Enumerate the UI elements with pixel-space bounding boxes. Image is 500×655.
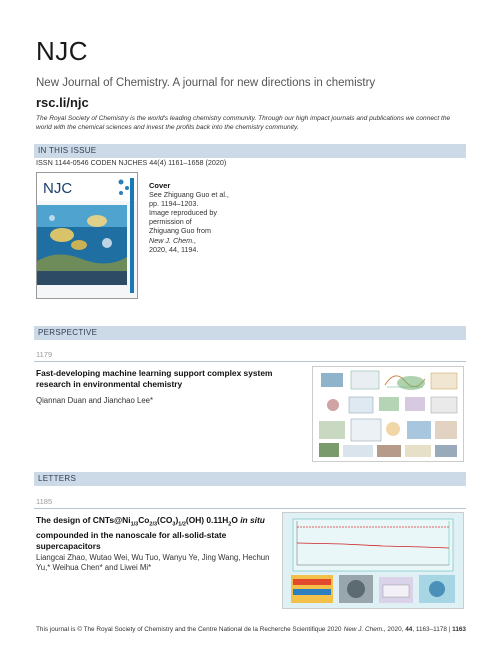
cover-heading: Cover [149,181,171,190]
article-title[interactable]: Fast-developing machine learning support complex system research in environmental chemistry [36,368,273,389]
cover-line-7: 2020, 44, 1194. [149,244,199,254]
article-authors: Qiannan Duan and Jianchao Lee* [36,396,154,405]
section-band-perspective [34,326,466,340]
issn-line: ISSN 1144-0546 CODEN NJCHES 44(4) 1161–1658 (2020) [36,158,227,167]
letters-graphical-abstract [282,512,464,609]
article-authors: Liangcai Zhao, Wutao Wei, Wu Tuo, Wanyu Ye, Jing Wang, Hechun Yu,* Weihua Chen* and Liwei Mi* [36,553,270,572]
journal-url[interactable]: rsc.li/njc [36,95,89,110]
society-blurb: The Royal Society of Chemistry is the world's leading chemistry community. Through our high impact journals and publications we connect the world with the chemical sciences and invest the profits back into the chemistry community. [36,115,451,131]
journal-title: NJC [36,36,89,66]
footer-copyright: This journal is © The Royal Society of Chemistry and the Centre National de la Recherche Scientifique 2020 [36,626,342,633]
cover-caption [149,181,259,254]
section-band-in-this-issue [34,144,466,158]
footer-page-number: 1163 [452,626,466,633]
cover-logo: NJC [43,180,73,197]
graphical-abstract-illustration [313,367,463,461]
cover-line-2: pp. 1194–1203. [149,199,199,209]
footer-citation: New J. Chem., 2020, 44, 1163–1178 | 1163 [343,626,466,633]
cover-line-5: Zhiguang Guo from [149,226,211,236]
article-page-number[interactable]: 1185 [36,497,53,506]
cover-line-3: Image reproduced by [149,208,217,218]
article-page-number[interactable]: 1179 [36,350,53,359]
section-divider [34,508,466,509]
cover-illustration [37,173,137,298]
perspective-graphical-abstract [312,366,464,462]
cover-line-6: New J. Chem., [149,235,197,245]
section-label: IN THIS ISSUE [38,146,97,155]
cover-line-4: permission of [149,217,192,227]
section-label: PERSPECTIVE [38,328,98,337]
journal-subtitle: New Journal of Chemistry. A journal for new directions in chemistry [36,77,376,89]
section-band-letters [34,472,466,486]
graphical-abstract-illustration [283,513,463,608]
cover-line-1: See Zhiguang Guo et al., [149,190,229,200]
section-label: LETTERS [38,474,77,483]
cover-image [36,172,138,299]
section-divider [34,361,466,362]
article-title[interactable]: The design of $CNTs@Ni_{1/3}Co_{2/3}(CO_3)_{1/2}(OH)$ $0.11H_2O$ in situ compounded in the nanoscale for all-solid-state supercapacitors [36,515,265,551]
